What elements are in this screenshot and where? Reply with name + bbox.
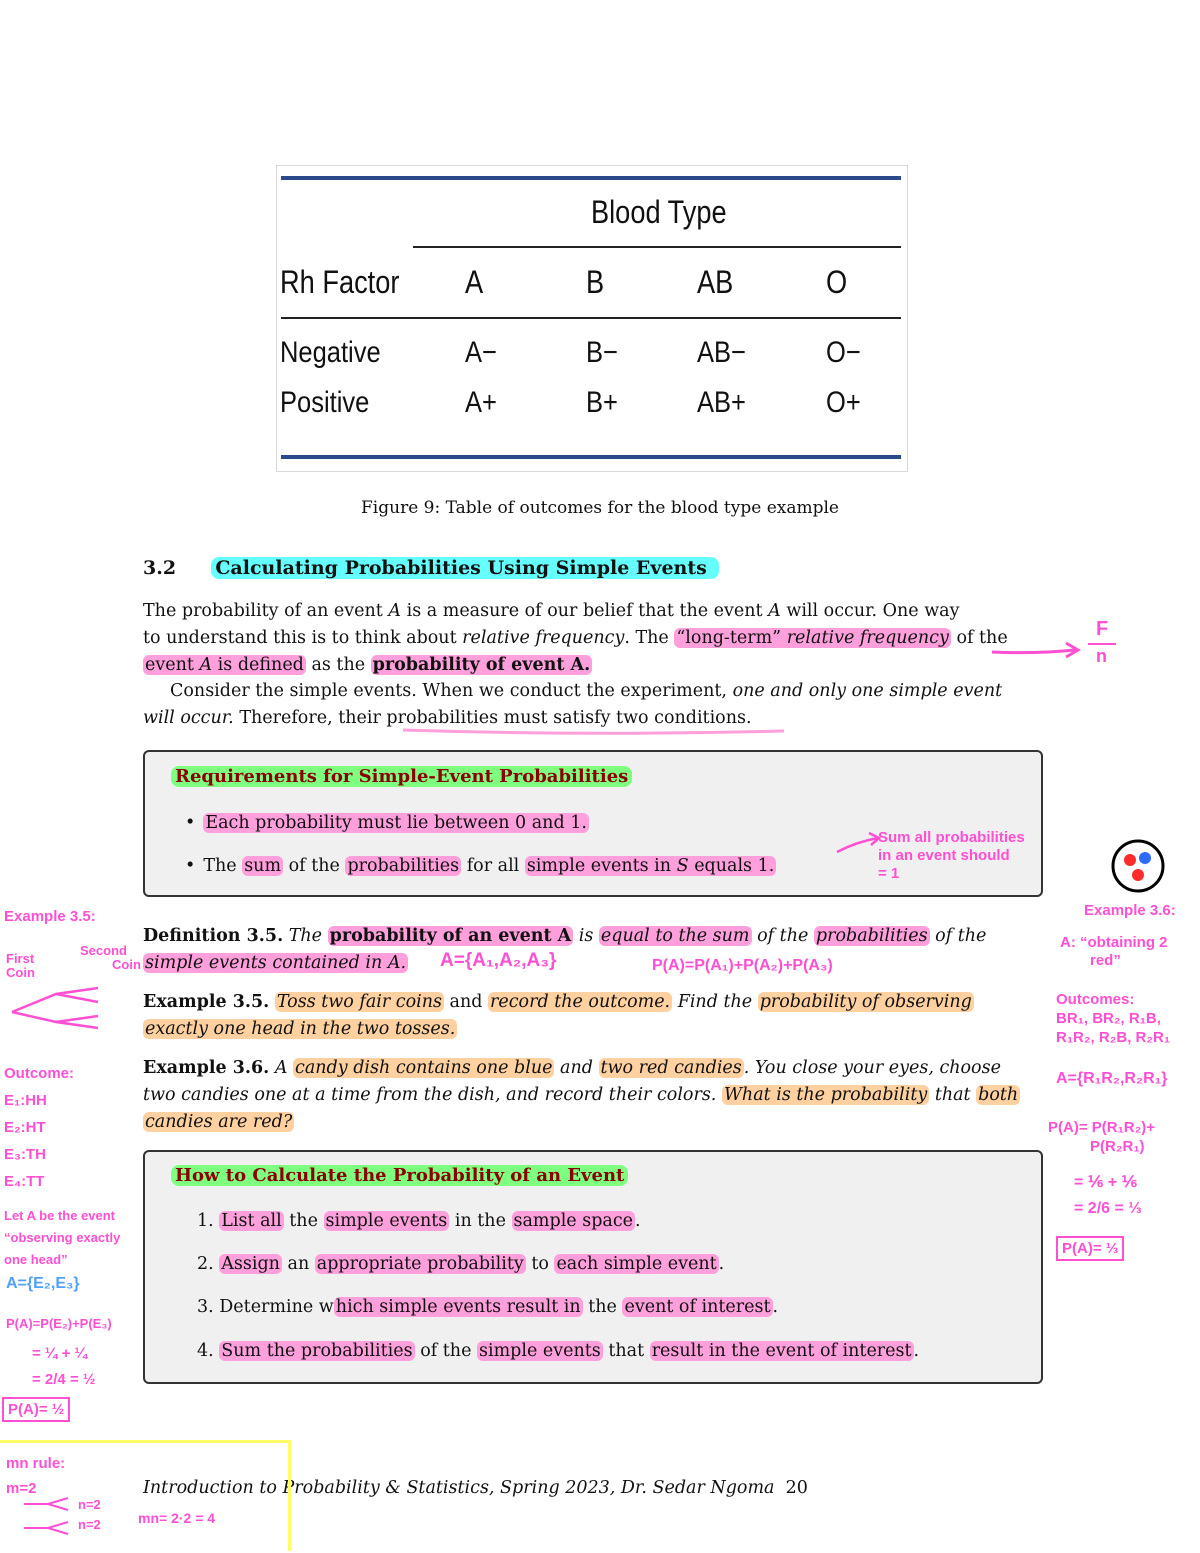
left-set: A={E₂,E₃} (6, 1275, 80, 1292)
blood-type-figure (276, 165, 908, 472)
def-line-2: simple events contained in A. (145, 953, 407, 973)
requirement-2: • The sum of the probabilities for all simple events in S equals 1. (185, 856, 775, 876)
def-line-1: Definition 3.5. The probability of an event A is equal to the sum of the probabilities of the (143, 926, 987, 946)
how-to-box (143, 1150, 1043, 1384)
right-example-label: Example 3.6: (1084, 902, 1176, 919)
right-calc-1: = ⅙ + ⅙ (1074, 1174, 1138, 1191)
col-header-a: A (465, 264, 484, 300)
left-calc-2: = 2/4 = ½ (32, 1371, 96, 1388)
blood-type-header: Blood Type (591, 194, 727, 230)
mn-n2: n=2 (78, 1517, 101, 1532)
p1-line-2: to understand this is to think about relative frequency. The “long-term” relative frequency of the (143, 628, 1008, 648)
mn-rule-label: mn rule: (6, 1455, 66, 1472)
section-title: Calculating Probabilities Using Simple Events (211, 557, 719, 579)
ex35-line-1: Example 3.5. Toss two fair coins and record the outcome. Find the probability of observing (143, 992, 972, 1012)
mid-rule (281, 317, 901, 319)
ex36-line-2: two candies one at a time from the dish, and record their colors. What is the probability that both (143, 1085, 1019, 1105)
right-pa: P(A)= P(R₁R₂)+ P(R₂R₁) (1048, 1119, 1156, 1155)
note-set-a: A={A₁,A₂,A₃} (440, 950, 557, 971)
example-3-5 (143, 989, 1041, 1043)
page-number: 20 (785, 1478, 808, 1498)
how-to-title: How to Calculate the Probability of an Event (171, 1165, 628, 1186)
left-pa: P(A)=P(E₂)+P(E₃) (6, 1316, 112, 1331)
step-4: 4. Sum the probabilities of the simple events that result in the event of interest . (197, 1341, 920, 1361)
mn-tree-diagram (20, 1494, 76, 1540)
left-outcomes: Outcome: E₁:HH E₂:HT E₃:TH E₄:TT (4, 1065, 75, 1190)
ex35-line-2: exactly one head in the two tosses. (145, 1019, 456, 1039)
fraction-bar (1088, 643, 1116, 645)
col-header-b: B (586, 264, 605, 300)
p1-line-1: The probability of an event A is a measure of our belief that the event A will occur. One way (143, 601, 960, 621)
p2-line-1: Consider the simple events. When we conduct the experiment, one and only one simple event (170, 681, 1003, 701)
candy-dish-icon (1110, 838, 1166, 894)
first-coin-label: First Coin (6, 951, 35, 980)
header-rule (413, 246, 901, 248)
cell-b-neg: B− (586, 336, 618, 369)
note-n: n (1096, 646, 1107, 666)
table-bottom-rule (281, 455, 901, 459)
right-outcomes: Outcomes: BR₁, BR₂, R₁B, R₁R₂, R₂B, R₂R₁ (1056, 991, 1171, 1046)
left-example-label: Example 3.5: (4, 908, 96, 925)
col-header-ab: AB (697, 264, 734, 300)
definition-3-5 (143, 923, 1041, 977)
step-1: 1. List all the simple events in the sample space . (197, 1211, 641, 1231)
cell-ab-pos: AB+ (697, 386, 746, 419)
cell-a-neg: A− (465, 336, 497, 369)
ex36-line-1: Example 3.6. A candy dish contains one blue and two red candies . You close your eyes, choose (143, 1058, 1001, 1078)
step-3: 3. Determine w hich simple events result in the event of interest . (197, 1297, 779, 1317)
cell-ab-neg: AB− (697, 336, 746, 369)
second-coin-label: Second Coin (80, 943, 141, 972)
left-calc-1: = ¼ + ¼ (32, 1345, 88, 1362)
mn-n1: n=2 (78, 1497, 101, 1512)
arrow-sum-note (834, 830, 882, 856)
left-answer: P(A)= ½ (2, 1397, 70, 1422)
paragraph-1 (143, 598, 1041, 679)
rh-factor-header: Rh Factor (280, 264, 400, 300)
row-label-negative: Negative (280, 336, 381, 369)
footer-text: Introduction to Probability & Statistics, Spring 2023, Dr. Sedar Ngoma (143, 1478, 775, 1498)
example-3-6 (143, 1055, 1041, 1136)
cell-a-pos: A+ (465, 386, 497, 419)
note-pa-sum: P(A)=P(A₁)+P(A₂)+P(A₃) (652, 957, 833, 974)
left-event-def: Let A be the event “observing exactly one head” (4, 1208, 121, 1267)
right-set: A={R₁R₂,R₂R₁} (1056, 1070, 1168, 1087)
underline-conditions (400, 724, 790, 738)
section-heading (143, 557, 719, 579)
mn-m: m=2 (6, 1480, 37, 1497)
right-answer: P(A)= ⅓ (1056, 1236, 1124, 1261)
step-2: 2. Assign an appropriate probability to each simple event . (197, 1254, 725, 1274)
coin-tree-diagram (8, 966, 128, 1030)
col-header-o: O (826, 264, 848, 300)
mn-product: mn= 2·2 = 4 (138, 1510, 216, 1526)
cell-b-pos: B+ (586, 386, 618, 419)
cell-o-pos: O+ (826, 386, 861, 419)
p2-line-2: will occur. Therefore, their probabilities must satisfy two conditions. (143, 708, 752, 728)
arrow-to-fn (990, 638, 1085, 662)
note-f: F (1096, 618, 1109, 640)
figure-caption: Figure 9: Table of outcomes for the blood type example (361, 498, 839, 518)
row-label-positive: Positive (280, 386, 370, 419)
table-top-rule (281, 176, 901, 180)
requirement-1: • Each probability must lie between 0 and 1. (185, 813, 587, 833)
p1-line-3: event A is defined as the probability of event A. (145, 655, 591, 675)
right-event-def: A: “obtaining 2 red” (1060, 934, 1168, 969)
requirements-title: Requirements for Simple-Event Probabilities (171, 766, 632, 787)
right-calc-2: = 2/6 = ⅓ (1074, 1200, 1142, 1217)
cell-o-neg: O− (826, 336, 861, 369)
sum-note: Sum all probabilities in an event should = 1 (878, 829, 1025, 882)
section-number: 3.2 (143, 557, 177, 579)
ex36-line-3: candies are red? (145, 1112, 293, 1132)
